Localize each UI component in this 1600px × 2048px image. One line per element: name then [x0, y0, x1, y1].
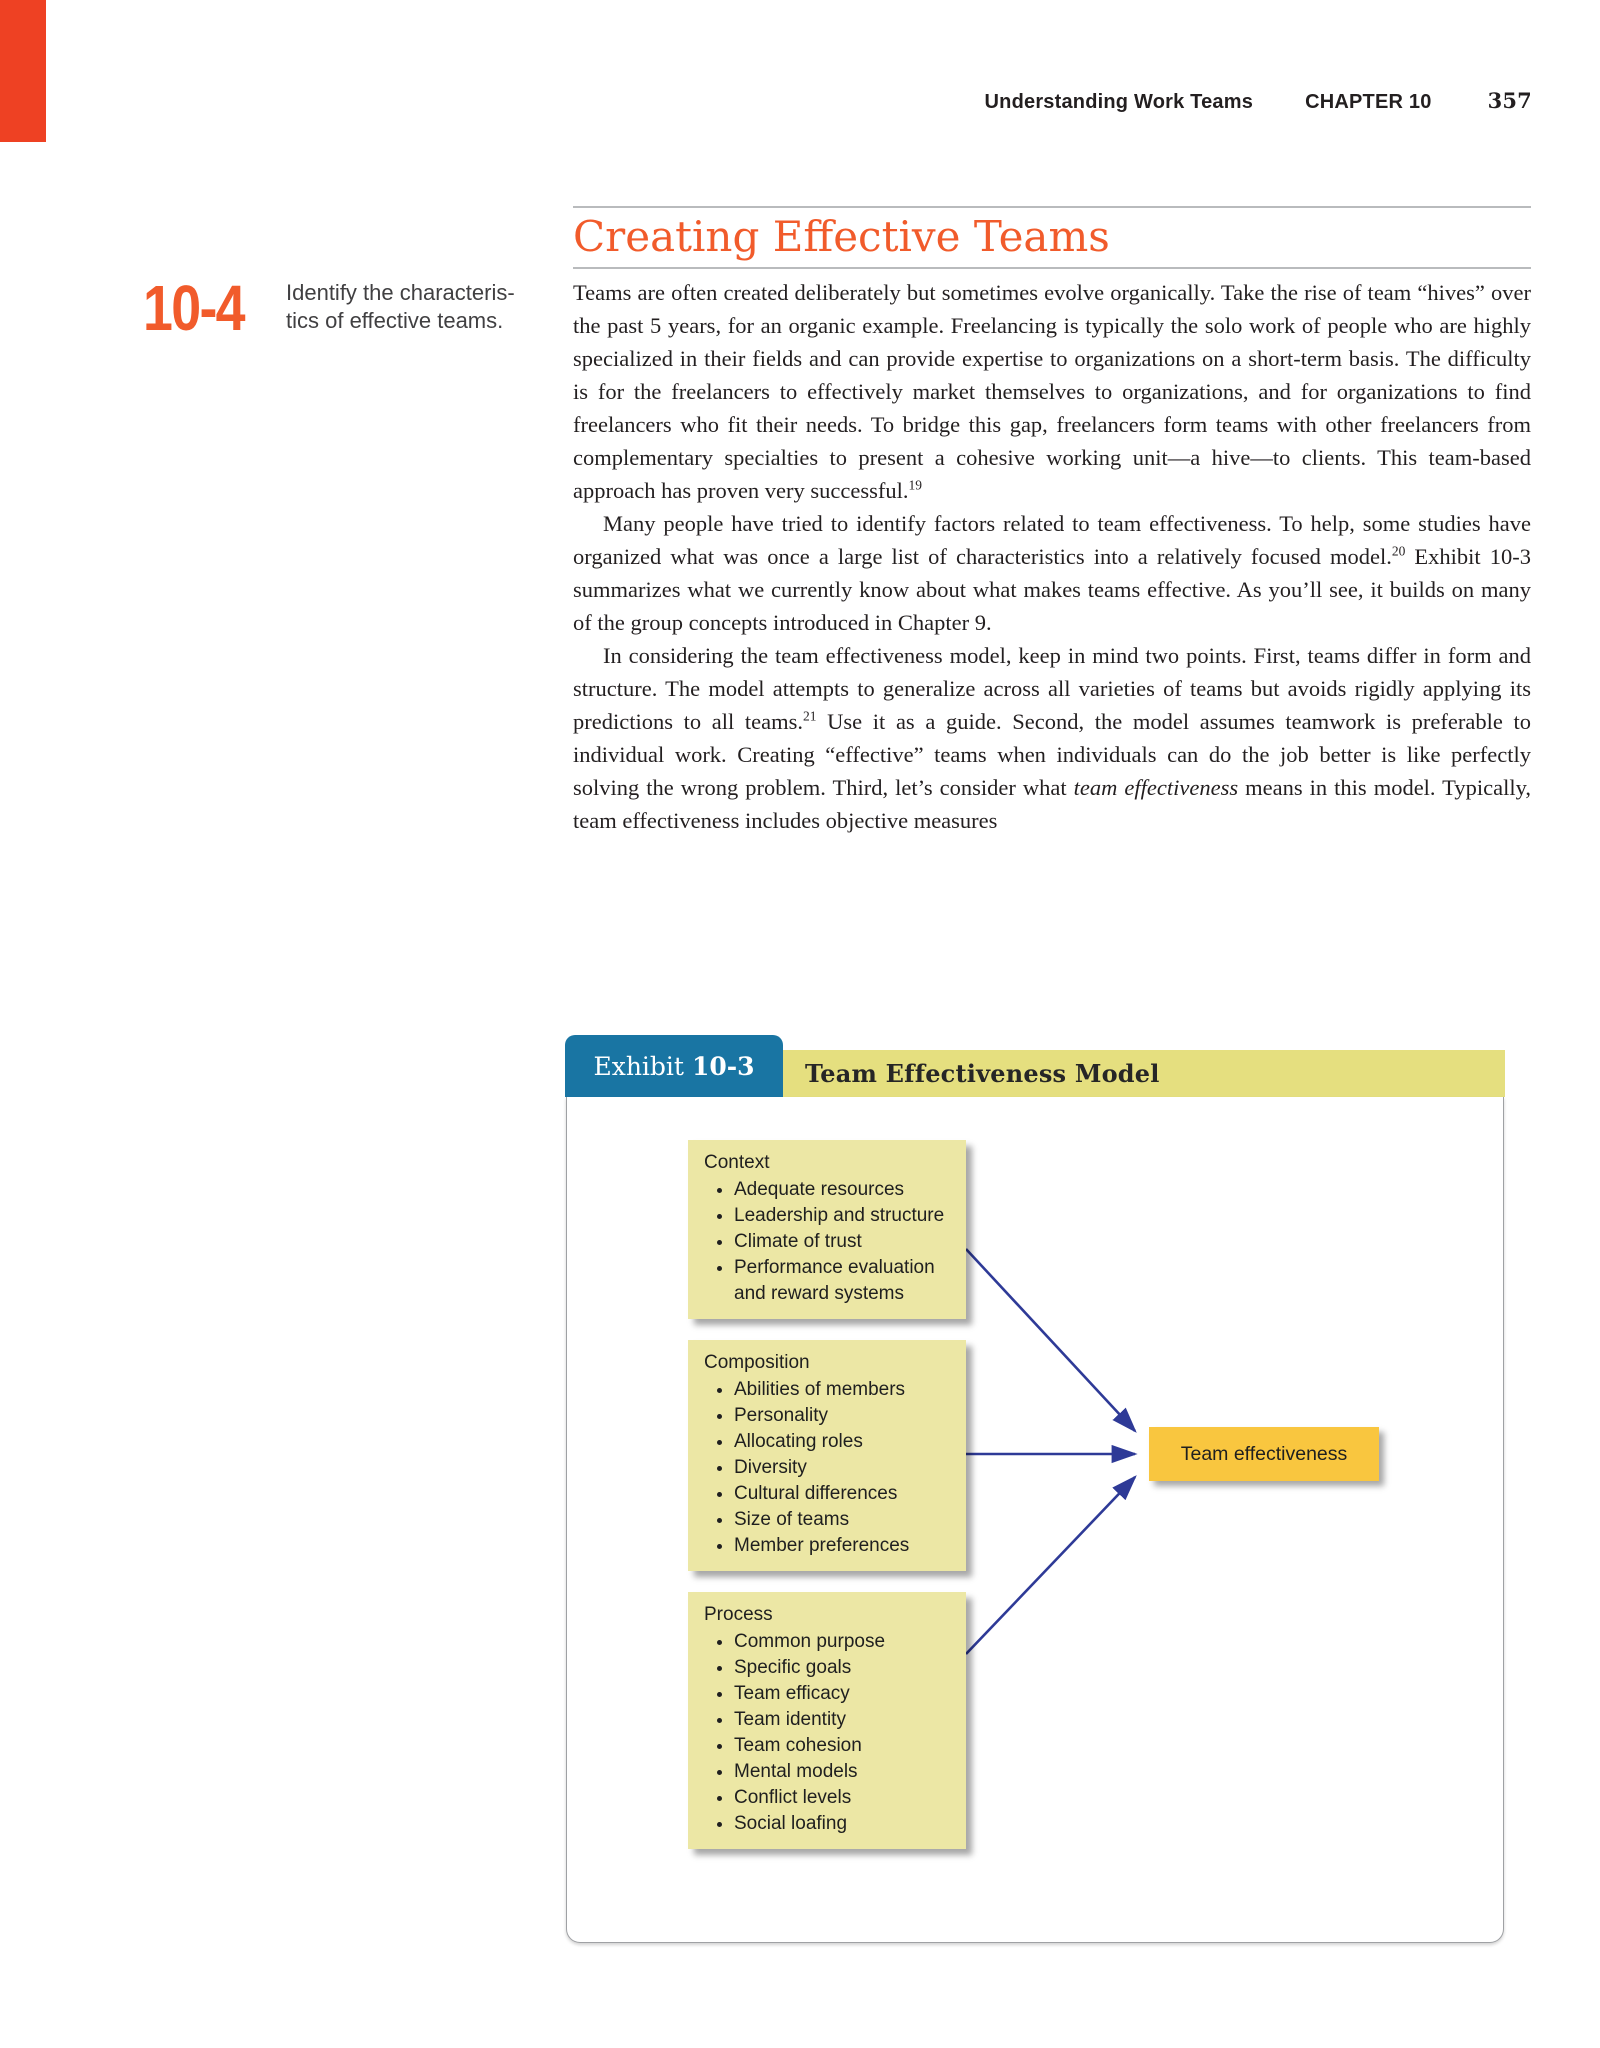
- bullet-item: • Diversity: [734, 1455, 954, 1481]
- composition-box: [688, 1340, 966, 1571]
- process-box: [688, 1592, 966, 1849]
- bullet-item: • Performance evaluation and reward systems: [734, 1255, 954, 1307]
- bullet-item: • Common purpose: [734, 1629, 954, 1655]
- body-paragraph: Many people have tried to identify factors related to team effectiveness. To help, some studies have organized what was once a large list of characteristics into a relatively focused model.$^{20}$ Exhibit 10-3 summarizes what we currently know about what makes teams effective. As you’ll see, it builds on many of the group concepts introduced in Chapter 9.: [573, 511, 1531, 635]
- process-box-list: [702, 1629, 954, 1837]
- running-head: [0, 88, 1532, 114]
- body-paragraph: Teams are often created deliberately but sometimes evolve organically. Take the rise of team “hives” over the past 5 years, for an organic example. Freelancing is typically the solo work of people who are highly specialized in their fields and can provide expertise to organizations on a short-term basis. The difficulty is for the freelancers to effectively market themselves to organizations, and for organizations to find freelancers who fit their needs. To bridge this gap, freelancers form teams with other freelancers from complementary specialties to present a cohesive working unit—a hive—to clients. This team-based approach has proven very successful.$^{19}$: [573, 280, 1531, 503]
- process-box-title: Process: [704, 1604, 773, 1625]
- bullet-item: • Climate of trust: [734, 1229, 954, 1255]
- chapter-edge-tab: [0, 0, 46, 142]
- composition-box-list: [702, 1377, 954, 1559]
- body-paragraph: In considering the team effectiveness model, keep in mind two points. First, teams differ in form and structure. The model attempts to generalize across all varieties of teams but avoids rigidly applying its predictions to all teams.$^{21}$ Use it as a guide. Second, the model assumes teamwork is preferable to individual work. Creating “effective” teams when individuals can do the job better is like perfectly solving the wrong problem. Third, let’s consider what team effectiveness means in this model. Typically, team effectiveness includes objective measures: [573, 643, 1531, 833]
- context-box: [688, 1140, 966, 1319]
- context-box-list: [702, 1177, 954, 1307]
- bullet-item: • Personality: [734, 1403, 954, 1429]
- title-rule-top: [573, 206, 1531, 208]
- learning-objective-number: 10-4: [143, 272, 244, 344]
- bullet-item: • Size of teams: [734, 1507, 954, 1533]
- bullet-item: • Abilities of members: [734, 1377, 954, 1403]
- learning-objective-text: [286, 279, 515, 335]
- exhibit-title: Team Effectiveness Model: [805, 1059, 1160, 1088]
- context-box-title: Context: [704, 1152, 770, 1173]
- bullet-item: • Adequate resources: [734, 1177, 954, 1203]
- exhibit-frame: [566, 1097, 1504, 1943]
- bullet-item: • Team identity: [734, 1707, 954, 1733]
- composition-box-title: Composition: [704, 1352, 810, 1373]
- bullet-item: • Member preferences: [734, 1533, 954, 1559]
- bullet-item: • Conflict levels: [734, 1785, 954, 1811]
- bullet-item: • Specific goals: [734, 1655, 954, 1681]
- learning-objective-line2: tics of effective teams.: [286, 308, 504, 333]
- bullet-item: • Team efficacy: [734, 1681, 954, 1707]
- arrow-context-to-outcome: [966, 1249, 1135, 1431]
- team-effectiveness-box: [1149, 1427, 1379, 1481]
- running-head-chapter: CHAPTER 10: [1305, 91, 1432, 113]
- bullet-item: • Team cohesion: [734, 1733, 954, 1759]
- learning-objective-line1: Identify the characteris-: [286, 280, 515, 305]
- running-head-section: Understanding Work Teams: [984, 91, 1254, 113]
- body-copy: [573, 276, 1531, 837]
- bullet-item: • Leadership and structure: [734, 1203, 954, 1229]
- bullet-item: • Mental models: [734, 1759, 954, 1785]
- exhibit-label-tab: [565, 1035, 783, 1097]
- exhibit-label-prefix: Exhibit: [593, 1051, 684, 1081]
- arrow-process-to-outcome: [966, 1477, 1135, 1654]
- exhibit-title-band: [783, 1050, 1505, 1097]
- exhibit-label-number: 10-3: [691, 1051, 755, 1081]
- section-title: Creating Effective Teams: [573, 212, 1110, 261]
- page-number: 357: [1487, 88, 1532, 113]
- bullet-item: • Allocating roles: [734, 1429, 954, 1455]
- learning-objective: [143, 272, 563, 366]
- team-effectiveness-label: Team effectiveness: [1180, 1442, 1348, 1465]
- bullet-item: • Cultural differences: [734, 1481, 954, 1507]
- title-rule-bottom: [573, 267, 1531, 269]
- bullet-item: • Social loafing: [734, 1811, 954, 1837]
